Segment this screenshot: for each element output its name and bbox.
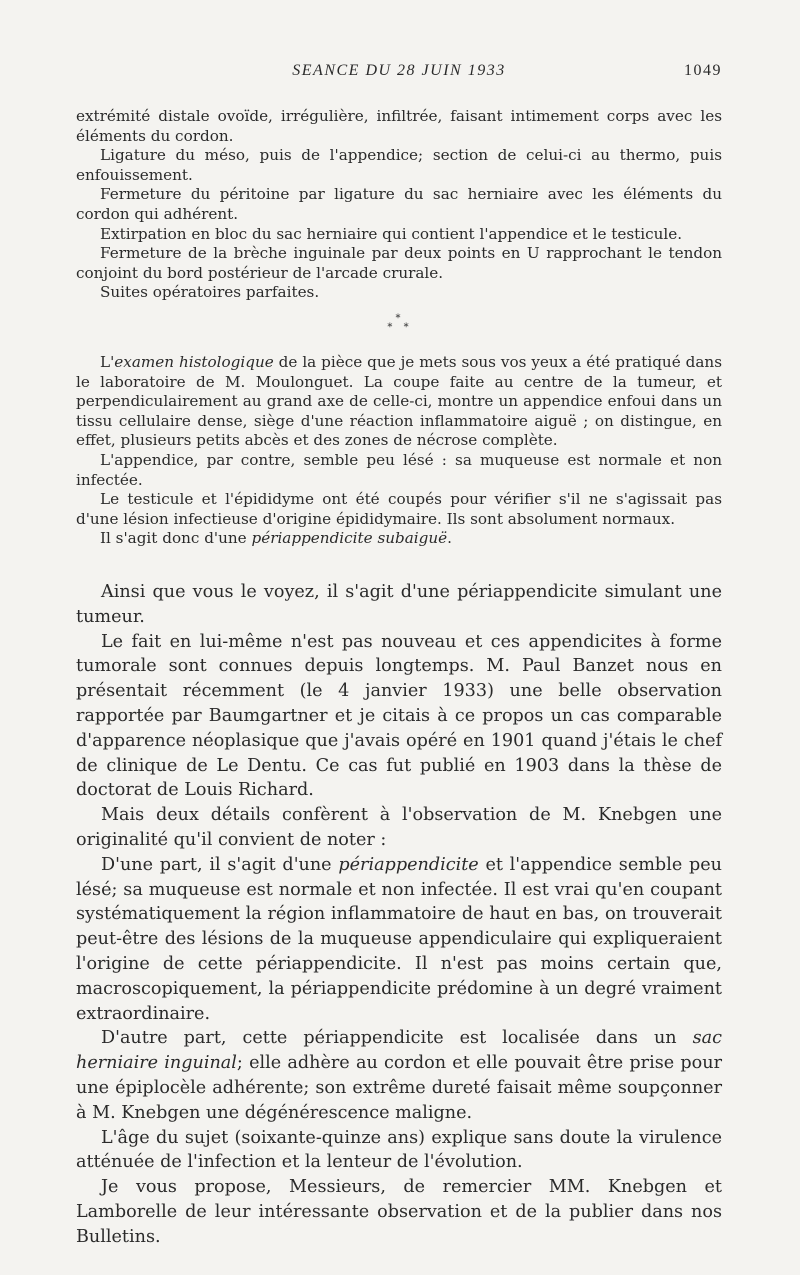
- paragraph: L'âge du sujet (soixante-quinze ans) explique sans doute la virulence atténuée de l'infection et la lenteur de l'évolution.: [76, 1127, 722, 1173]
- paragraph: L'appendice, par contre, semble peu lésé : sa muqueuse est normale et non infectée.: [76, 450, 722, 489]
- operation-notes: [76, 107, 722, 303]
- page-number: 1049: [684, 62, 722, 79]
- paragraph: Suites opératoires parfaites.: [100, 283, 320, 302]
- paragraph: extrémité distale ovoïde, irrégulière, infiltrée, faisant intimement corps avec les éléments du cordon.: [76, 107, 722, 145]
- paragraph: D'une part, il s'agit d'une périappendicite et l'appendice semble peu lésé; sa muqueuse est normale et non infectée. Il est vrai qu'en coupant systématiquement la région inflammatoire de haut en bas, on trouverait peut-être des lésions de la muqueuse appendiculaire qui expliqueraient l'origine de cette périappendicite. Il n'est pas moins certain que, macroscopiquement, la périappendicite prédomine à un degré vraiment extraordinaire.: [76, 854, 722, 1024]
- paragraph: L'examen histologique de la pièce que je mets sous vos yeux a été pratiqué dans le laboratoire de M. Moulonguet. La coupe faite au centre de la tumeur, et perpendiculairement au grand axe de celle-ci, montre un appendice enfoui dans un tissu cellulaire dense, siège d'une réaction inflammatoire aiguë ; on distingue, en effet, plusieurs petits abcès et des zones de nécrose complète.: [76, 353, 722, 450]
- paragraph: Mais deux détails confèrent à l'observation de M. Knebgen une originalité qu'il convient de noter :: [76, 805, 722, 850]
- paragraph: D'autre part, cette périappendicite est localisée dans un sac herniaire inguinal; elle adhère au cordon et elle pouvait être prise pour une épiplocèle adhérente; son extrême dureté faisait même soupçonner à M. Knebgen une dégénérescence maligne.: [76, 1028, 722, 1123]
- separator-star-top: *: [395, 313, 405, 324]
- paragraph: Je vous propose, Messieurs, de remercier MM. Knebgen et Lamborelle de leur intéressante observation et de la publier dans nos Bulletins.: [76, 1177, 722, 1247]
- paragraph: Fermeture de la brèche inguinale par deux points en U rapprochant le tendon conjoint du bord postérieur de l'arcade crurale.: [76, 244, 722, 282]
- paragraph: Le testicule et l'épididyme ont été coupés pour vérifier s'il ne s'agissait pas d'une lésion infectieuse d'origine épididymaire. Ils sont absolument normaux.: [76, 490, 722, 528]
- histology-report: [76, 353, 722, 549]
- paragraph: Ainsi que vous le voyez, il s'agit d'une périappendicite simulant une tumeur.: [76, 582, 722, 627]
- header-title: SEANCE DU 28 JUIN 1933: [292, 62, 506, 79]
- discussion: [76, 580, 722, 1250]
- paragraph: Ligature du méso, puis de l'appendice; section de celui-ci au thermo, puis enfouissement.: [76, 146, 722, 184]
- running-header: [76, 62, 722, 86]
- paragraph: Il s'agit donc d'une périappendicite subaiguë.: [100, 529, 452, 548]
- section-separator: [0, 314, 800, 332]
- separator-star-bottom: * *: [387, 322, 413, 333]
- paragraph: Extirpation en bloc du sac herniaire qui contient l'appendice et le testicule.: [100, 224, 683, 243]
- paragraph: Le fait en lui-même n'est pas nouveau et ces appendicites à forme tumorale sont connues depuis longtemps. M. Paul Banzet nous en présentait récemment (le 4 janvier 1933) une belle observation rapportée par Baumgartner et je citais à ce propos un cas comparable d'apparence néoplasique que j'avais opéré en 1901 quand j'étais le chef de clinique de Le Dentu. Ce cas fut publié en 1903 dans la thèse de doctorat de Louis Richard.: [76, 631, 722, 801]
- paragraph: Fermeture du péritoine par ligature du sac herniaire avec les éléments du cordon qui adhérent.: [76, 185, 722, 223]
